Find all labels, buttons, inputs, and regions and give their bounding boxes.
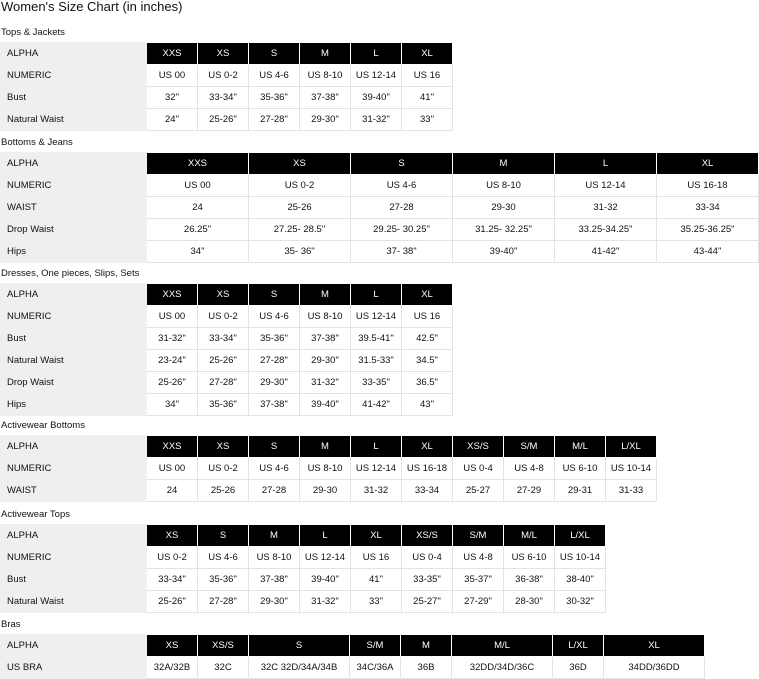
table-cell: 31-33 bbox=[606, 480, 657, 502]
table-cell: 34DD/36DD bbox=[604, 657, 705, 679]
size-header-cell: M bbox=[300, 436, 351, 458]
row-label: Bust bbox=[1, 328, 147, 350]
table-cell: 35-37" bbox=[453, 569, 504, 591]
table-cell: 38-40" bbox=[555, 569, 606, 591]
size-header-cell: L bbox=[555, 153, 657, 175]
size-header-cell: M bbox=[300, 43, 351, 65]
table-cell: 36.5" bbox=[402, 372, 453, 394]
table-row bbox=[1, 87, 453, 109]
table-cell: 30-32" bbox=[555, 591, 606, 613]
section-title-bras: Bras bbox=[1, 619, 21, 630]
table-header-row bbox=[1, 284, 453, 306]
size-header-cell: L/XL bbox=[555, 525, 606, 547]
table-cell: US 16-18 bbox=[402, 458, 453, 480]
size-table-bras bbox=[0, 634, 705, 679]
table-cell: 29-30" bbox=[249, 372, 300, 394]
size-header-cell: S bbox=[249, 436, 300, 458]
table-cell: 24 bbox=[147, 480, 198, 502]
size-header-cell: XS bbox=[198, 436, 249, 458]
table-cell: 43" bbox=[402, 394, 453, 416]
table-cell: 25-27 bbox=[453, 480, 504, 502]
size-header-cell: M/L bbox=[555, 436, 606, 458]
table-row bbox=[1, 372, 453, 394]
table-row bbox=[1, 175, 759, 197]
row-label: ALPHA bbox=[1, 436, 147, 458]
table-cell: 37-38" bbox=[300, 328, 351, 350]
size-header-cell: XL bbox=[402, 436, 453, 458]
table-header-row bbox=[1, 436, 657, 458]
table-cell: 29-30 bbox=[300, 480, 351, 502]
table-cell: US 0-2 bbox=[198, 306, 249, 328]
size-table-bottoms-jeans bbox=[0, 152, 759, 263]
table-cell: 31-32" bbox=[300, 591, 351, 613]
table-cell: 24" bbox=[147, 109, 198, 131]
size-header-cell: L/XL bbox=[553, 635, 604, 657]
table-cell: 32" bbox=[147, 87, 198, 109]
table-cell: 36D bbox=[553, 657, 604, 679]
size-header-cell: XS/S bbox=[402, 525, 453, 547]
table-row bbox=[1, 109, 453, 131]
row-label: NUMERIC bbox=[1, 65, 147, 87]
table-cell: 25-27" bbox=[402, 591, 453, 613]
table-cell: 35.25-36.25" bbox=[657, 219, 759, 241]
table-cell: 25-26 bbox=[198, 480, 249, 502]
section-title-tops-jackets: Tops & Jackets bbox=[1, 27, 65, 38]
row-label: ALPHA bbox=[1, 635, 147, 657]
size-header-cell: XXS bbox=[147, 436, 198, 458]
table-cell: US 12-14 bbox=[300, 547, 351, 569]
table-cell: US 0-4 bbox=[453, 458, 504, 480]
size-header-cell: L/XL bbox=[606, 436, 657, 458]
table-cell: 27-28 bbox=[249, 480, 300, 502]
table-cell: US 4-6 bbox=[198, 547, 249, 569]
table-row bbox=[1, 306, 453, 328]
size-header-cell: S bbox=[351, 153, 453, 175]
table-cell: US 6-10 bbox=[555, 458, 606, 480]
table-cell: 39-40" bbox=[300, 569, 351, 591]
row-label: WAIST bbox=[1, 480, 147, 502]
table-cell: US 0-2 bbox=[198, 65, 249, 87]
table-cell: 33" bbox=[402, 109, 453, 131]
size-header-cell: L bbox=[351, 43, 402, 65]
size-header-cell: XL bbox=[351, 525, 402, 547]
table-cell: US 12-14 bbox=[351, 306, 402, 328]
table-cell: 41" bbox=[402, 87, 453, 109]
table-cell: 35-36" bbox=[249, 328, 300, 350]
table-cell: 37-38" bbox=[249, 394, 300, 416]
section-title-activewear-tops: Activewear Tops bbox=[1, 509, 70, 520]
table-cell: 33-34 bbox=[657, 197, 759, 219]
row-label: Natural Waist bbox=[1, 109, 147, 131]
table-cell: 27-28" bbox=[249, 109, 300, 131]
table-cell: 32C bbox=[198, 657, 249, 679]
size-header-cell: S bbox=[249, 43, 300, 65]
row-label: NUMERIC bbox=[1, 175, 147, 197]
table-cell: US 16 bbox=[402, 306, 453, 328]
table-cell: 32C 32D/34A/34B bbox=[249, 657, 350, 679]
size-header-cell: S bbox=[249, 635, 350, 657]
size-header-cell: M bbox=[453, 153, 555, 175]
table-cell: US 00 bbox=[147, 65, 198, 87]
table-cell: 33-35" bbox=[402, 569, 453, 591]
table-cell: 27-28" bbox=[198, 372, 249, 394]
section-title-bottoms-jeans: Bottoms & Jeans bbox=[1, 137, 73, 148]
size-header-cell: XXS bbox=[147, 284, 198, 306]
table-cell: 35-36" bbox=[198, 394, 249, 416]
table-cell: US 10-14 bbox=[555, 547, 606, 569]
table-cell: 33-34" bbox=[198, 328, 249, 350]
size-table-tops-jackets bbox=[0, 42, 453, 131]
table-cell: 29-30 bbox=[453, 197, 555, 219]
size-header-cell: XXS bbox=[147, 153, 249, 175]
table-cell: 31-32 bbox=[351, 480, 402, 502]
table-cell: US 0-4 bbox=[402, 547, 453, 569]
size-header-cell: XS bbox=[198, 43, 249, 65]
size-header-cell: L bbox=[351, 284, 402, 306]
size-header-cell: M bbox=[401, 635, 452, 657]
size-header-cell: M/L bbox=[504, 525, 555, 547]
table-cell: 34" bbox=[147, 394, 198, 416]
size-header-cell: S bbox=[249, 284, 300, 306]
table-cell: US 4-6 bbox=[249, 306, 300, 328]
row-label: Drop Waist bbox=[1, 372, 147, 394]
table-cell: 36-38" bbox=[504, 569, 555, 591]
table-row bbox=[1, 65, 453, 87]
size-header-cell: S/M bbox=[453, 525, 504, 547]
table-cell: US 4-8 bbox=[453, 547, 504, 569]
table-cell: 37-38" bbox=[249, 569, 300, 591]
table-cell: 37-38" bbox=[300, 87, 351, 109]
size-header-cell: M bbox=[249, 525, 300, 547]
table-cell: US 0-2 bbox=[249, 175, 351, 197]
section-title-activewear-bottoms: Activewear Bottoms bbox=[1, 420, 85, 431]
size-header-cell: M bbox=[300, 284, 351, 306]
size-header-cell: XS bbox=[147, 635, 198, 657]
table-cell: 27.25- 28.5" bbox=[249, 219, 351, 241]
table-cell: 31.5-33" bbox=[351, 350, 402, 372]
table-cell: 34" bbox=[147, 241, 249, 263]
row-label: NUMERIC bbox=[1, 458, 147, 480]
table-cell: 32DD/34D/36C bbox=[452, 657, 553, 679]
size-header-cell: S/M bbox=[350, 635, 401, 657]
size-header-cell: XL bbox=[402, 284, 453, 306]
table-row bbox=[1, 458, 657, 480]
table-cell: 31.25- 32.25" bbox=[453, 219, 555, 241]
size-header-cell: M/L bbox=[452, 635, 553, 657]
table-cell: 26.25" bbox=[147, 219, 249, 241]
table-cell: US 4-6 bbox=[249, 458, 300, 480]
table-cell: 41-42" bbox=[351, 394, 402, 416]
table-cell: US 8-10 bbox=[300, 458, 351, 480]
row-label: NUMERIC bbox=[1, 547, 147, 569]
table-cell: US 8-10 bbox=[249, 547, 300, 569]
table-cell: 27-28" bbox=[249, 350, 300, 372]
row-label: Bust bbox=[1, 569, 147, 591]
table-cell: 29-30" bbox=[249, 591, 300, 613]
table-row bbox=[1, 219, 759, 241]
table-header-row bbox=[1, 635, 705, 657]
table-row bbox=[1, 547, 606, 569]
table-cell: US 16-18 bbox=[657, 175, 759, 197]
table-cell: US 4-6 bbox=[249, 65, 300, 87]
row-label: NUMERIC bbox=[1, 306, 147, 328]
table-cell: 39-40" bbox=[351, 87, 402, 109]
table-header-row bbox=[1, 153, 759, 175]
size-header-cell: XS bbox=[198, 284, 249, 306]
table-cell: US 12-14 bbox=[351, 65, 402, 87]
table-cell: US 16 bbox=[402, 65, 453, 87]
table-cell: 27-28 bbox=[351, 197, 453, 219]
row-label: US BRA bbox=[1, 657, 147, 679]
size-header-cell: XL bbox=[402, 43, 453, 65]
table-cell: 25-26" bbox=[147, 591, 198, 613]
table-cell: 35-36" bbox=[198, 569, 249, 591]
table-cell: 42.5" bbox=[402, 328, 453, 350]
table-header-row bbox=[1, 525, 606, 547]
table-cell: 39.5-41" bbox=[351, 328, 402, 350]
size-header-cell: XS/S bbox=[453, 436, 504, 458]
size-table-activewear-tops bbox=[0, 524, 606, 613]
size-table-activewear-bottoms bbox=[0, 435, 657, 502]
size-header-cell: XS bbox=[249, 153, 351, 175]
table-cell: 34.5" bbox=[402, 350, 453, 372]
table-cell: 29-30" bbox=[300, 109, 351, 131]
table-cell: 41" bbox=[351, 569, 402, 591]
table-cell: 31-32" bbox=[300, 372, 351, 394]
table-row bbox=[1, 328, 453, 350]
size-header-cell: XXS bbox=[147, 43, 198, 65]
table-cell: 27-29 bbox=[504, 480, 555, 502]
table-cell: US 00 bbox=[147, 458, 198, 480]
table-cell: 33" bbox=[351, 591, 402, 613]
section-title-dresses-one-pieces-slips-sets: Dresses, One pieces, Slips, Sets bbox=[1, 268, 140, 279]
size-header-cell: XL bbox=[657, 153, 759, 175]
table-cell: 41-42" bbox=[555, 241, 657, 263]
table-cell: US 8-10 bbox=[300, 65, 351, 87]
row-label: ALPHA bbox=[1, 43, 147, 65]
page-title: Women's Size Chart (in inches) bbox=[1, 0, 183, 14]
table-cell: US 10-14 bbox=[606, 458, 657, 480]
table-cell: 31-32" bbox=[351, 109, 402, 131]
table-cell: US 12-14 bbox=[351, 458, 402, 480]
table-cell: US 00 bbox=[147, 175, 249, 197]
size-header-cell: L bbox=[351, 436, 402, 458]
table-cell: 25-26 bbox=[249, 197, 351, 219]
size-header-cell: XL bbox=[604, 635, 705, 657]
table-cell: US 4-8 bbox=[504, 458, 555, 480]
table-cell: 31-32 bbox=[555, 197, 657, 219]
size-header-cell: XS/S bbox=[198, 635, 249, 657]
size-table-dresses-one-pieces-slips-sets bbox=[0, 283, 453, 416]
table-cell: 31-32" bbox=[147, 328, 198, 350]
table-cell: 33-34 bbox=[402, 480, 453, 502]
table-cell: 29-30" bbox=[300, 350, 351, 372]
table-cell: 35- 36" bbox=[249, 241, 351, 263]
row-label: Natural Waist bbox=[1, 591, 147, 613]
row-label: ALPHA bbox=[1, 153, 147, 175]
row-label: ALPHA bbox=[1, 284, 147, 306]
size-header-cell: L bbox=[300, 525, 351, 547]
size-header-cell: XS bbox=[147, 525, 198, 547]
table-row bbox=[1, 569, 606, 591]
table-cell: 29.25- 30.25" bbox=[351, 219, 453, 241]
table-cell: US 0-2 bbox=[147, 547, 198, 569]
table-cell: 25-26" bbox=[198, 350, 249, 372]
table-row bbox=[1, 394, 453, 416]
table-header-row bbox=[1, 43, 453, 65]
table-row bbox=[1, 197, 759, 219]
table-cell: 32A/32B bbox=[147, 657, 198, 679]
row-label: Bust bbox=[1, 87, 147, 109]
table-row bbox=[1, 241, 759, 263]
table-row bbox=[1, 657, 705, 679]
table-cell: US 12-14 bbox=[555, 175, 657, 197]
table-cell: 37- 38" bbox=[351, 241, 453, 263]
table-cell: 39-40" bbox=[453, 241, 555, 263]
table-cell: US 8-10 bbox=[300, 306, 351, 328]
table-cell: 25-26" bbox=[147, 372, 198, 394]
table-cell: 33-35" bbox=[351, 372, 402, 394]
table-cell: US 6-10 bbox=[504, 547, 555, 569]
table-cell: US 8-10 bbox=[453, 175, 555, 197]
table-cell: US 0-2 bbox=[198, 458, 249, 480]
table-cell: 43-44" bbox=[657, 241, 759, 263]
row-label: Hips bbox=[1, 394, 147, 416]
table-cell: 34C/36A bbox=[350, 657, 401, 679]
size-header-cell: S/M bbox=[504, 436, 555, 458]
table-cell: 35-36" bbox=[249, 87, 300, 109]
table-cell: 24 bbox=[147, 197, 249, 219]
table-cell: US 4-6 bbox=[351, 175, 453, 197]
row-label: Drop Waist bbox=[1, 219, 147, 241]
row-label: Hips bbox=[1, 241, 147, 263]
table-cell: 27-29" bbox=[453, 591, 504, 613]
size-header-cell: S bbox=[198, 525, 249, 547]
table-cell: 23-24" bbox=[147, 350, 198, 372]
table-row bbox=[1, 480, 657, 502]
row-label: Natural Waist bbox=[1, 350, 147, 372]
table-cell: 36B bbox=[401, 657, 452, 679]
table-row bbox=[1, 350, 453, 372]
table-cell: 28-30" bbox=[504, 591, 555, 613]
table-cell: 29-31 bbox=[555, 480, 606, 502]
row-label: ALPHA bbox=[1, 525, 147, 547]
table-cell: 39-40" bbox=[300, 394, 351, 416]
table-cell: 25-26" bbox=[198, 109, 249, 131]
table-cell: 33-34" bbox=[198, 87, 249, 109]
table-cell: 27-28" bbox=[198, 591, 249, 613]
table-cell: US 16 bbox=[351, 547, 402, 569]
table-cell: 33.25-34.25" bbox=[555, 219, 657, 241]
row-label: WAIST bbox=[1, 197, 147, 219]
table-cell: 33-34" bbox=[147, 569, 198, 591]
table-cell: US 00 bbox=[147, 306, 198, 328]
table-row bbox=[1, 591, 606, 613]
